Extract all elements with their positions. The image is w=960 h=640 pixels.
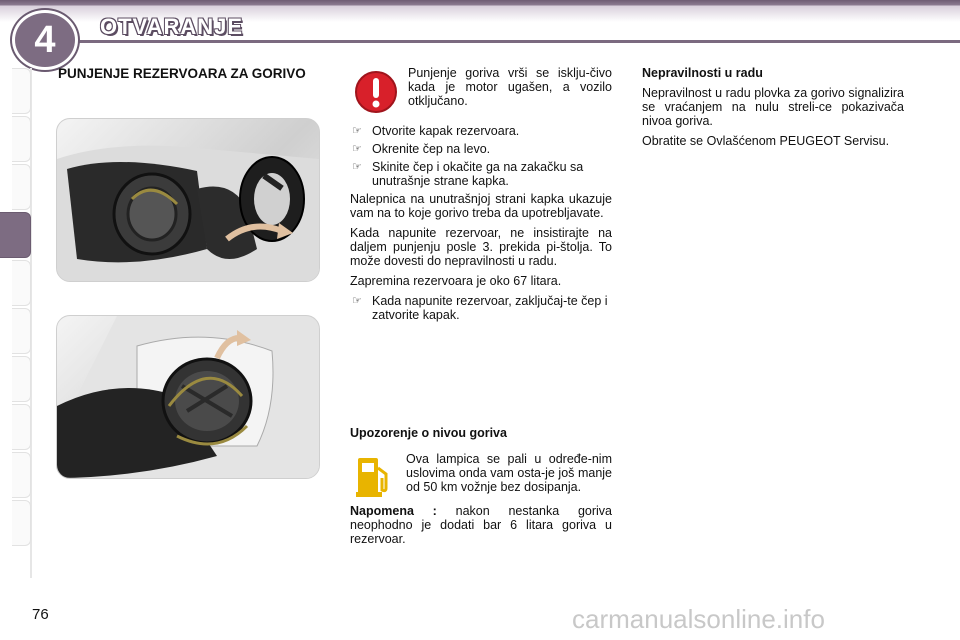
step-text: Otvorite kapak rezervoara. <box>372 124 520 138</box>
chapter-tab-1[interactable] <box>12 68 31 114</box>
watermark: carmanualsonline.info <box>572 604 825 634</box>
paragraph: Zapremina rezervoara je oko 67 litara. <box>350 274 562 288</box>
note-label: Napomena : <box>350 504 437 518</box>
paragraph: Nalepnica na unutrašnjoj strani kapka ukazuje vam na to koje gorivo treba da upotrebljavate. <box>350 192 612 220</box>
chapter-tab-6[interactable] <box>12 308 31 354</box>
chapter-tab-7[interactable] <box>12 356 31 402</box>
step-text: Kada napunite rezervoar, zaključaj-te čep i zatvorite kapak. <box>372 294 608 322</box>
chapter-tabs <box>0 68 34 578</box>
fuel-flap-open-illustration <box>56 118 320 282</box>
step-item <box>350 294 612 322</box>
warning-text: Punjenje goriva vrši se isklju-čivo kada je motor ugašen, a vozilo otključano. <box>408 66 612 108</box>
page-number: 76 <box>32 606 49 623</box>
fuel-cap-close-drawing <box>57 316 319 478</box>
chapter-badge <box>12 10 78 70</box>
step-item <box>350 124 612 138</box>
chapter-number: 4 <box>34 19 56 61</box>
malfunction-heading: Nepravilnosti u radu <box>642 66 763 80</box>
warning-exclamation-icon <box>354 70 398 114</box>
fuel-pump-icon <box>356 454 392 498</box>
low-fuel-text: Ova lampica se pali u određe-nim uslovima onda vam osta-je još manje od 50 km vožnje bez dosipanja. <box>406 452 612 494</box>
malfunction-column <box>642 66 904 154</box>
chapter-tab-8[interactable] <box>12 404 31 450</box>
low-fuel-block <box>350 452 612 498</box>
paragraph: Obratite se Ovlašćenom PEUGEOT Servisu. <box>642 134 890 148</box>
fuel-cap-turn-drawing <box>57 119 319 281</box>
paragraph: Kada napunite rezervoar, ne insistirajte na daljem punjenju posle 3. prekida pi-štolja. To može dovesti do nepravilnosti u radu. <box>350 226 612 268</box>
pointing-hand-icon: ☞ <box>352 295 362 307</box>
chapter-tab-4-active[interactable] <box>0 212 31 258</box>
step-item <box>350 142 612 156</box>
step-text: Okrenite čep na levo. <box>372 142 491 156</box>
header-rule <box>60 40 960 43</box>
paragraph: Nepravilnost u radu plovka za gorivo signalizira se vraćanjem na nulu streli-ce pokazivača nivoa goriva. <box>642 86 904 128</box>
pointing-hand-icon: ☞ <box>352 161 362 173</box>
note-paragraph <box>350 504 612 546</box>
instructions-column <box>350 66 612 326</box>
low-fuel-section <box>350 426 612 552</box>
warning-block <box>350 66 612 114</box>
chapter-tab-5[interactable] <box>12 260 31 306</box>
fuel-cap-closing-illustration <box>56 315 320 479</box>
section-title: PUNJENJE REZERVOARA ZA GORIVO <box>58 66 306 81</box>
chapter-tab-3[interactable] <box>12 164 31 210</box>
chapter-tab-10[interactable] <box>12 500 31 546</box>
note-text: nakon nestanka goriva neophodno je dodati bar 6 litara goriva u rezervoar. <box>350 504 612 546</box>
step-item <box>350 160 612 188</box>
pointing-hand-icon: ☞ <box>352 143 362 155</box>
chapter-tab-2[interactable] <box>12 116 31 162</box>
pointing-hand-icon: ☞ <box>352 125 362 137</box>
chapter-tab-9[interactable] <box>12 452 31 498</box>
chapter-title: OTVARANJE <box>100 14 244 39</box>
low-fuel-heading: Upozorenje o nivou goriva <box>350 426 507 440</box>
step-text: Skinite čep i okačite ga na zakačku sa unutrašnje strane kapka. <box>372 160 584 188</box>
